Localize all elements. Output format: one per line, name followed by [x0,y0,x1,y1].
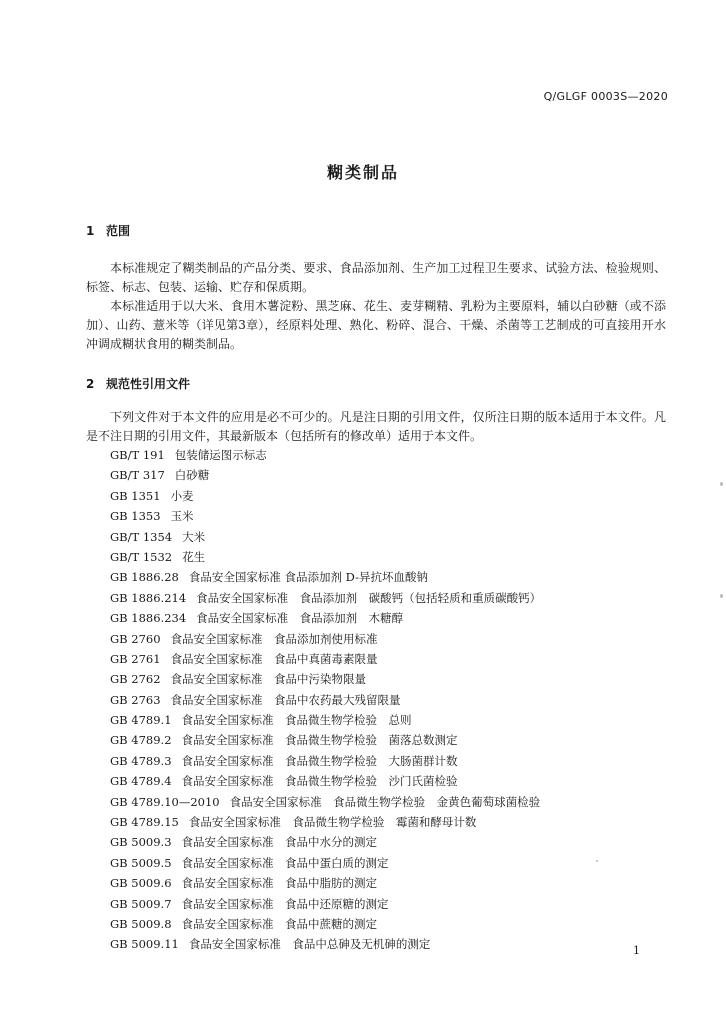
reference-title: 食品安全国家标准 食品添加剂 D-异抗坏血酸钠 [188,570,428,585]
reference-title: 食品安全国家标准 食品中蔗糖的测定 [181,916,378,931]
scan-speck [720,594,723,598]
reference-title: 食品安全国家标准 食品微生物学检验 总则 [181,713,412,728]
reference-item [110,894,541,914]
reference-code: GB/T 1532 [110,549,173,564]
reference-code: GB 4789.4 [110,774,172,789]
reference-code: GB 1353 [110,509,161,524]
reference-item [110,527,541,547]
section-heading-normative-references [86,375,190,392]
reference-item [110,506,541,526]
reference-item [110,588,541,608]
reference-code: GB/T 191 [110,448,165,462]
reference-code: GB 4789.15 [110,815,179,830]
reference-item [110,730,541,750]
reference-title: 食品安全国家标准 食品中脂肪的测定 [181,876,378,891]
reference-code: GB 2760 [110,631,161,646]
reference-code: GB 5009.8 [110,916,172,931]
reference-title: 大米 [182,529,206,544]
scan-speck [596,860,598,862]
reference-title: 食品安全国家标准 食品中总砷及无机砷的测定 [188,937,431,952]
reference-item [110,690,541,710]
reference-item [110,934,541,954]
scan-speck [720,482,723,486]
reference-item [110,608,541,628]
reference-code: GB 2762 [110,672,161,687]
reference-code: GB 5009.6 [110,876,172,891]
reference-code: GB 5009.11 [110,937,179,952]
reference-item [110,445,541,465]
reference-code: GB/T 1354 [110,529,173,544]
reference-list [110,445,541,955]
reference-title: 食品安全国家标准 食品微生物学检验 菌落总数测定 [181,733,458,748]
reference-item [110,751,541,771]
page-title: 糊类制品 [326,163,399,182]
reference-code: GB 4789.3 [110,753,172,768]
reference-item [110,486,541,506]
reference-item [110,710,541,730]
reference-item [110,629,541,649]
section-number: 2 [86,377,95,391]
reference-code: GB 2761 [110,651,161,666]
reference-title: 食品安全国家标准 食品中还原糖的测定 [181,896,389,911]
reference-code: GB 1886.234 [110,611,187,626]
reference-item [110,853,541,873]
reference-title: 食品安全国家标准 食品中水分的测定 [181,835,378,850]
reference-item [110,771,541,791]
reference-title: 食品安全国家标准 食品微生物学检验 霉菌和酵母计数 [188,815,477,830]
document-code: Q/GLGF 0003S—2020 [543,90,668,103]
reference-title: 食品安全国家标准 食品添加剂 碳酸钙（包括轻质和重质碳酸钙） [196,590,542,605]
section-number: 1 [86,224,95,238]
reference-item [110,914,541,934]
reference-item [110,669,541,689]
section-heading-scope [86,222,130,239]
reference-title: 白砂糖 [174,468,210,483]
reference-title: 食品安全国家标准 食品中农药最大残留限量 [170,692,401,707]
reference-title: 食品安全国家标准 食品微生物学检验 金黄色葡萄球菌检验 [229,794,541,809]
reference-title: 玉米 [170,509,194,524]
reference-item [110,832,541,852]
reference-title: 食品安全国家标准 食品微生物学检验 沙门氏菌检验 [181,774,458,789]
reference-title: 包装储运图示标志 [174,448,267,462]
reference-title: 食品安全国家标准 食品中真菌毒素限量 [170,651,378,666]
reference-code: GB 2763 [110,692,161,707]
references-intro-paragraph: 下列文件对于本文件的应用是必不可少的。凡是注日期的引用文件，仅所注日期的版本适用于本文件。凡是不注日期的引用文件，其最新版本（包括所有的修改单）适用于本文件。 [86,410,666,443]
reference-code: GB/T 317 [110,468,165,483]
reference-item [110,873,541,893]
scope-paragraph-2: 本标准适用于以大米、食用木薯淀粉、黑芝麻、花生、麦芽糊精、乳粉为主要原料，辅以白砂糖（或不添加）、山药、薏米等（详见第3章），经原料处理、熟化、粉碎、混合、干燥、杀菌等工艺制成的可直接用开水冲调成糊状食用的糊类制品。 [86,299,666,351]
reference-code: GB 1886.28 [110,570,179,585]
reference-title: 食品安全国家标准 食品中蛋白质的测定 [181,855,389,870]
reference-title: 食品安全国家标准 食品中污染物限量 [170,672,367,687]
reference-item [110,649,541,669]
reference-code: GB 5009.7 [110,896,172,911]
reference-item [110,567,541,587]
reference-title: 食品安全国家标准 食品微生物学检验 大肠菌群计数 [181,753,458,768]
reference-code: GB 4789.1 [110,713,172,728]
reference-title: 花生 [182,549,206,564]
reference-item [110,812,541,832]
reference-code: GB 5009.3 [110,835,172,850]
reference-item [110,465,541,485]
reference-item [110,547,541,567]
scope-paragraph-1: 本标准规定了糊类制品的产品分类、要求、食品添加剂、生产加工过程卫生要求、试验方法、检验规则、标签、标志、包装、运输、贮存和保质期。 [86,261,666,294]
reference-item [110,792,541,812]
section-title: 范围 [106,224,131,238]
page-number: 1 [633,944,640,957]
reference-code: GB 1351 [110,488,161,503]
reference-title: 小麦 [170,488,194,503]
reference-code: GB 4789.10—2010 [110,794,220,809]
reference-code: GB 4789.2 [110,733,172,748]
reference-title: 食品安全国家标准 食品添加剂 木糖醇 [196,611,404,626]
section-title: 规范性引用文件 [106,377,191,391]
reference-code: GB 1886.214 [110,590,187,605]
reference-code: GB 5009.5 [110,855,172,870]
reference-title: 食品安全国家标准 食品添加剂使用标准 [170,631,378,646]
